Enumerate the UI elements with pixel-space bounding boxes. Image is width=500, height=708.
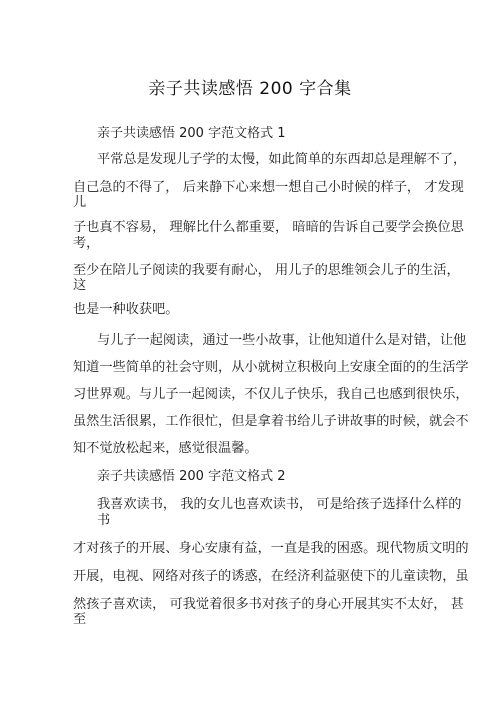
paragraph-line: 才对孩子的开展、身心安康有益，一直是我的困惑。现代物质文明的 [73, 541, 469, 556]
paragraph-line: 书 [97, 513, 111, 528]
paragraph-line: 与儿子一起阅读，通过一些小故事，让他知道什么是对错，让他 [97, 333, 467, 348]
paragraph-line: 子也真不容易， 理解比什么都重要， 暗暗的告诉自己要学会换位思 [73, 220, 464, 235]
paragraph-line: 至 [73, 612, 87, 627]
paragraph-line: 至少在陪儿子阅读的我要有耐心， 用儿子的思维领会儿子的生活， [73, 263, 460, 278]
section-heading-2: 亲子共读感悟 200 字范文格式 2 [97, 469, 286, 484]
paragraph-line: 平常总是发现儿子学的太慢，如此简单的东西却总是理解不了， [97, 152, 467, 167]
paragraph-line: 知不觉放松起来，感觉很温馨。 [73, 441, 258, 456]
paragraph-line: 开展，电视、网络对孩子的诱惑，在经济利益驱使下的儿童读物，虽 [73, 569, 469, 584]
paragraph-line: 儿 [73, 195, 87, 210]
paragraph-line: 我喜欢读书， 我的女儿也喜欢读书， 可是给孩子选择什么样的 [97, 497, 462, 512]
paragraph-line: 自己急的不得了， 后来静下心来想一想自己小时候的样子， 才发现 [73, 180, 464, 195]
paragraph-line: 考， [73, 236, 100, 251]
document-title: 亲子共读感悟 200 字合集 [148, 79, 352, 99]
section-heading-1: 亲子共读感悟 200 字范文格式 1 [97, 126, 286, 141]
paragraph-line: 习世界观。与儿子一起阅读，不仅儿子快乐，我自己也感到很快乐， [73, 387, 469, 402]
paragraph-line: 虽然生活很累，工作很忙，但是拿着书给儿子讲故事的时候，就会不 [73, 414, 469, 429]
paragraph-line: 知道一些简单的社会守则，从小就树立积极向上安康全面的的生活学 [73, 360, 469, 375]
paragraph-line: 然孩子喜欢读， 可我觉着很多书对孩子的身心开展其实不太好， 甚 [73, 597, 464, 612]
paragraph-line: 也是一种收获吧。 [73, 302, 179, 317]
paragraph-line: 这 [73, 278, 87, 293]
